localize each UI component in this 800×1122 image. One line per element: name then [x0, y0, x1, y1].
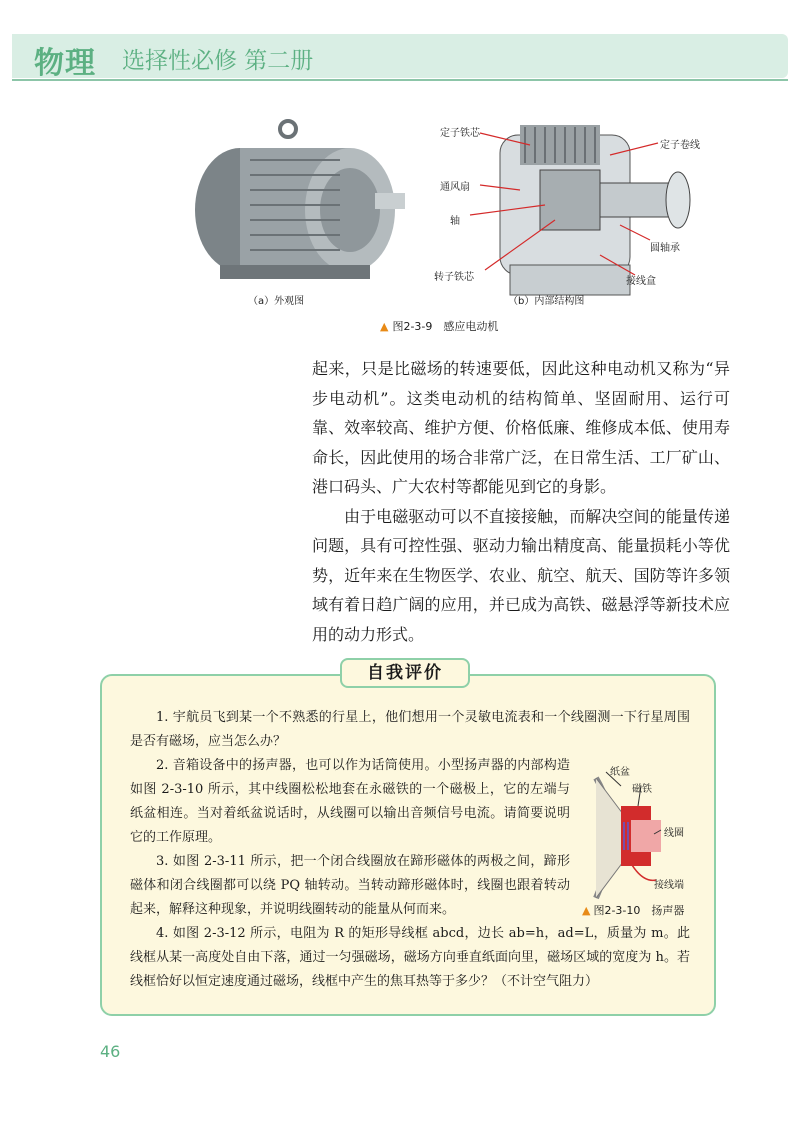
label-junction-box: 接线盒: [626, 276, 656, 287]
page-number: 46: [100, 1042, 121, 1061]
figure-title: [380, 318, 498, 334]
label-shaft: 轴: [450, 216, 460, 227]
speaker-caption-text: 图2-3-10 扬声器: [593, 904, 685, 917]
label-stator-winding: 定子卷线: [660, 140, 700, 151]
figure-title-text: 图2-3-9 感应电动机: [392, 320, 499, 333]
triangle-icon: ▲: [582, 904, 591, 917]
label-rotor-core: 转子铁芯: [434, 272, 474, 283]
caption-interior: （b）内部结构图: [508, 296, 585, 307]
label-bearing: 圆轴承: [650, 243, 680, 254]
paragraph-2: 由于电磁驱动可以不直接接触，而解决空间的能量传递问题，具有可控性强、驱动力输出精度高、能量损耗小等优势，近年来在生物医学、农业、航空、航天、国防等许多领域有着日趋广阔的应用，并已成为高铁、磁悬浮等新技术应用的动力形式。: [312, 506, 730, 644]
speaker-label-terminal: 接线端: [654, 880, 684, 891]
question-1: 1. 宇航员飞到某一个不熟悉的行星上，他们想用一个灵敏电流表和一个线圈测一下行星周围是否有磁场，应当怎么办？: [130, 710, 690, 749]
motor-exterior-illustration: [195, 121, 405, 279]
speaker-label-magnet: 磁铁: [632, 784, 652, 795]
self-eval-title: 自我评价: [340, 658, 470, 688]
paragraph-1: 起来，只是比磁场的转速要低，因此这种电动机又称为“异步电动机”。这类电动机的结构简单、坚固耐用、运行可靠、效率较高、维护方便、价格低廉、维修成本低、使用寿命长，因此使用的场合非常广泛，在日常生活、工厂矿山、港口码头、广大农村等都能见到它的身影。: [312, 359, 730, 496]
label-fan: 通风扇: [440, 182, 470, 193]
question-2: 2. 音箱设备中的扬声器，也可以作为话筒使用。小型扬声器的内部构造如图 2-3-10 所示，其中线圈松松地套在永磁铁的一个磁极上，它的左端与纸盆相连。当对着纸盆说话时，从线圈可以输出音频信号电流。请简要说明它的工作原理。: [130, 758, 570, 845]
speaker-caption: [582, 902, 684, 918]
triangle-icon: ▲: [380, 320, 389, 333]
body-text: [312, 354, 730, 649]
caption-exterior: （a）外观图: [248, 296, 305, 307]
label-stator-core: 定子铁芯: [440, 128, 480, 139]
motor-interior-illustration: [470, 125, 690, 295]
header-rule: [12, 79, 788, 81]
speaker-label-coil: 线圈: [664, 828, 684, 839]
book-title: 选择性必修 第二册: [122, 48, 314, 74]
question-4: 4. 如图 2-3-12 所示，电阻为 R 的矩形导线框 abcd，边长 ab=h，ad=L，质量为 m。此线框从某一高度处自由下落，通过一匀强磁场，磁场方向垂直纸面向里，磁场区域的宽度为 h。若线框恰好以恒定速度通过磁场，线框中产生的焦耳热等于多少？（不计空气阻力）: [130, 926, 690, 989]
speaker-label-cone: 纸盆: [610, 767, 630, 778]
subject-title: 物理: [34, 46, 96, 81]
question-3: 3. 如图 2-3-11 所示，把一个闭合线圈放在蹄形磁体的两极之间，蹄形磁体和闭合线圈都可以绕 PQ 轴转动。当转动蹄形磁体时，线圈也跟着转动起来，解释这种现象，并说明线圈转动的能量从何而来。: [130, 854, 570, 917]
